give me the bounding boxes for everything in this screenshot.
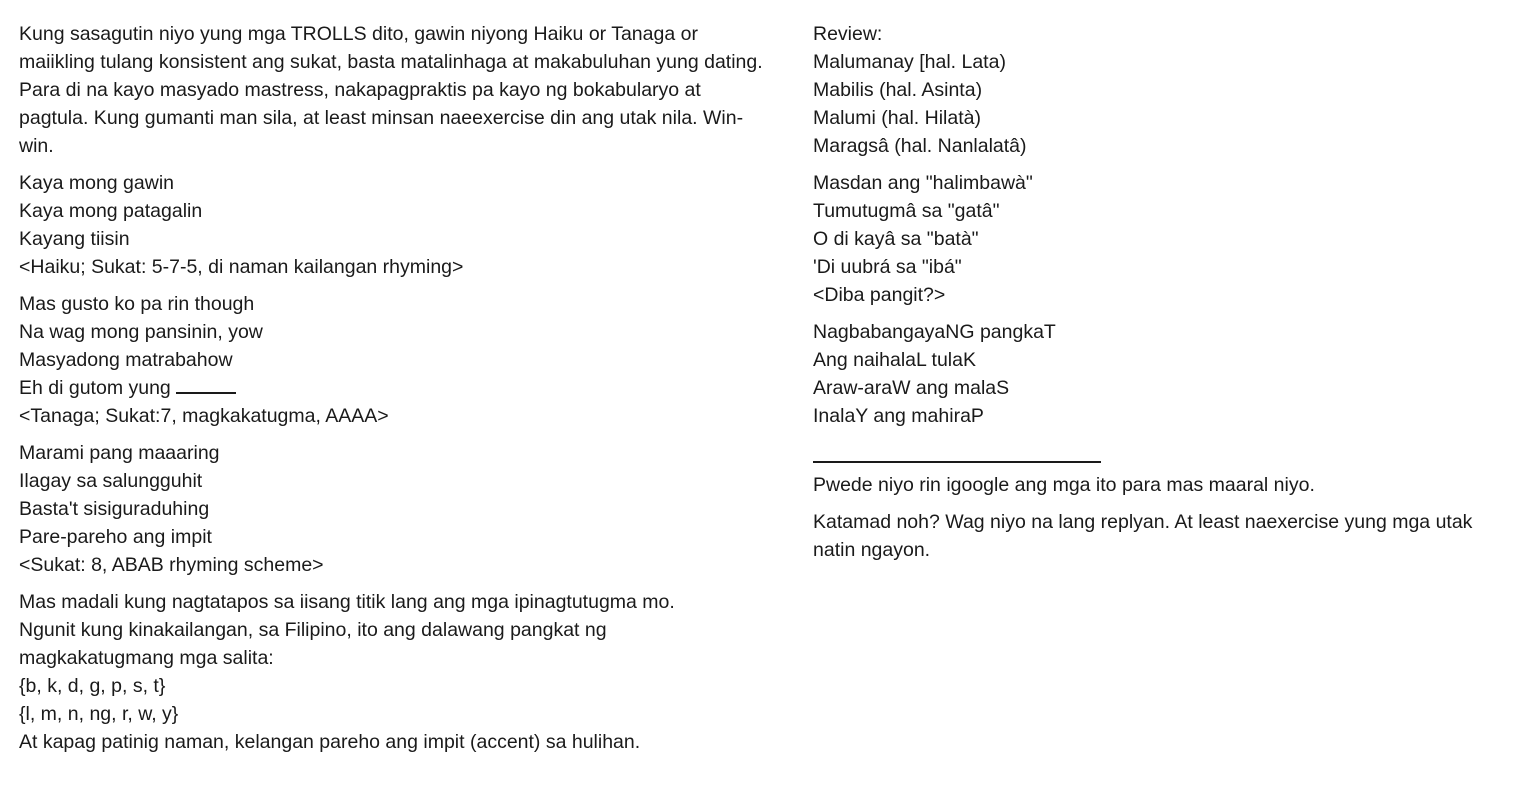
closing-note [813, 508, 1533, 564]
abab-line-3: Basta't sisiguraduhing [19, 498, 210, 520]
closing-line-1: Katamad noh? Wag niyo na lang replyan. At least naexercise yung mga utak [813, 511, 1473, 533]
halimbawa-line-2: Tumutugmâ sa "gatâ" [813, 200, 1000, 222]
rhyme-rule-line-2: Ngunit kung kinakailangan, sa Filipino, ito ang dalawang pangkat ng [19, 619, 607, 641]
abab-line-2: Ilagay sa salungguhit [19, 470, 203, 492]
haiku-example [19, 169, 764, 281]
review-heading: Review: [813, 23, 883, 45]
rhyme-rule-line-6: At kapag patinig naman, kelangan pareho ang impit (accent) sa hulihan. [19, 731, 641, 753]
acrostic-line-2: Ang naihalaL tulaK [813, 349, 976, 371]
haiku-line-2: Kaya mong patagalin [19, 200, 203, 222]
halimbawa-note: <Diba pangit?> [813, 284, 946, 306]
halimbawa-line-1: Masdan ang "halimbawà" [813, 172, 1033, 194]
right-column [813, 20, 1533, 573]
horizontal-rule [813, 439, 1101, 463]
review-item-malumanay: Malumanay [hal. Lata) [813, 51, 1006, 73]
acrostic-line-3: Araw-araW ang malaS [813, 377, 1010, 399]
abab-note: <Sukat: 8, ABAB rhyming scheme> [19, 554, 324, 576]
halimbawa-example [813, 169, 1533, 309]
abab-example [19, 439, 764, 579]
tanaga-line-4 [19, 374, 764, 402]
intro-paragraph: Kung sasagutin niyo yung mga TROLLS dito, gawin niyong Haiku or Tanaga or maiikling tulang konsistent ang sukat, basta matalinhaga at makabuluhan yung dating. Para di na kayo masyado mastress, nakapagpraktis pa kayo ng bokabularyo at pagtula. Kung gumanti man sila, at least minsan naeexercise din ang utak nila. Win-win. [19, 23, 763, 157]
haiku-line-3: Kayang tiisin [19, 228, 130, 250]
google-note: Pwede niyo rin igoogle ang mga ito para mas maaral niyo. [813, 474, 1315, 496]
acrostic-line-1: NagbabangayaNG pangkaT [813, 321, 1056, 343]
abab-line-4: Pare-pareho ang impit [19, 526, 212, 548]
review-item-malumi: Malumi (hal. Hilatà) [813, 107, 981, 129]
review-item-mabilis: Mabilis (hal. Asinta) [813, 79, 983, 101]
abab-line-1: Marami pang maaaring [19, 442, 220, 464]
halimbawa-line-4: 'Di uubrá sa "ibá" [813, 256, 962, 278]
acrostic-line-4: InalaY ang mahiraP [813, 405, 984, 427]
tanaga-line-4-text: Eh di gutom yung [19, 377, 177, 399]
left-column [19, 20, 764, 765]
haiku-note: <Haiku; Sukat: 5-7-5, di naman kailangan rhyming> [19, 256, 464, 278]
rhyme-rule-line-1: Mas madali kung nagtatapos sa iisang titik lang ang mga ipinagtutugma mo. [19, 591, 675, 613]
tanaga-note: <Tanaga; Sukat:7, magkakatugma, AAAA> [19, 405, 389, 427]
review-list [813, 20, 1533, 160]
review-item-maragsa: Maragsâ (hal. Nanlalatâ) [813, 135, 1027, 157]
rhyme-rules [19, 588, 764, 756]
acrostic-example [813, 318, 1533, 430]
closing-line-2: natin ngayon. [813, 539, 931, 561]
rhyme-group-1: {b, k, d, g, p, s, t} [19, 675, 166, 697]
halimbawa-line-3: O di kayâ sa "batà" [813, 228, 979, 250]
haiku-line-1: Kaya mong gawin [19, 172, 175, 194]
rhyme-group-2: {l, m, n, ng, r, w, y} [19, 703, 179, 725]
fill-in-blank [176, 378, 236, 394]
tanaga-example [19, 290, 764, 430]
tanaga-line-3: Masyadong matrabahow [19, 349, 233, 371]
tanaga-line-2: Na wag mong pansinin, yow [19, 321, 263, 343]
tanaga-line-1: Mas gusto ko pa rin though [19, 293, 255, 315]
rhyme-rule-line-3: magkakatugmang mga salita: [19, 647, 274, 669]
